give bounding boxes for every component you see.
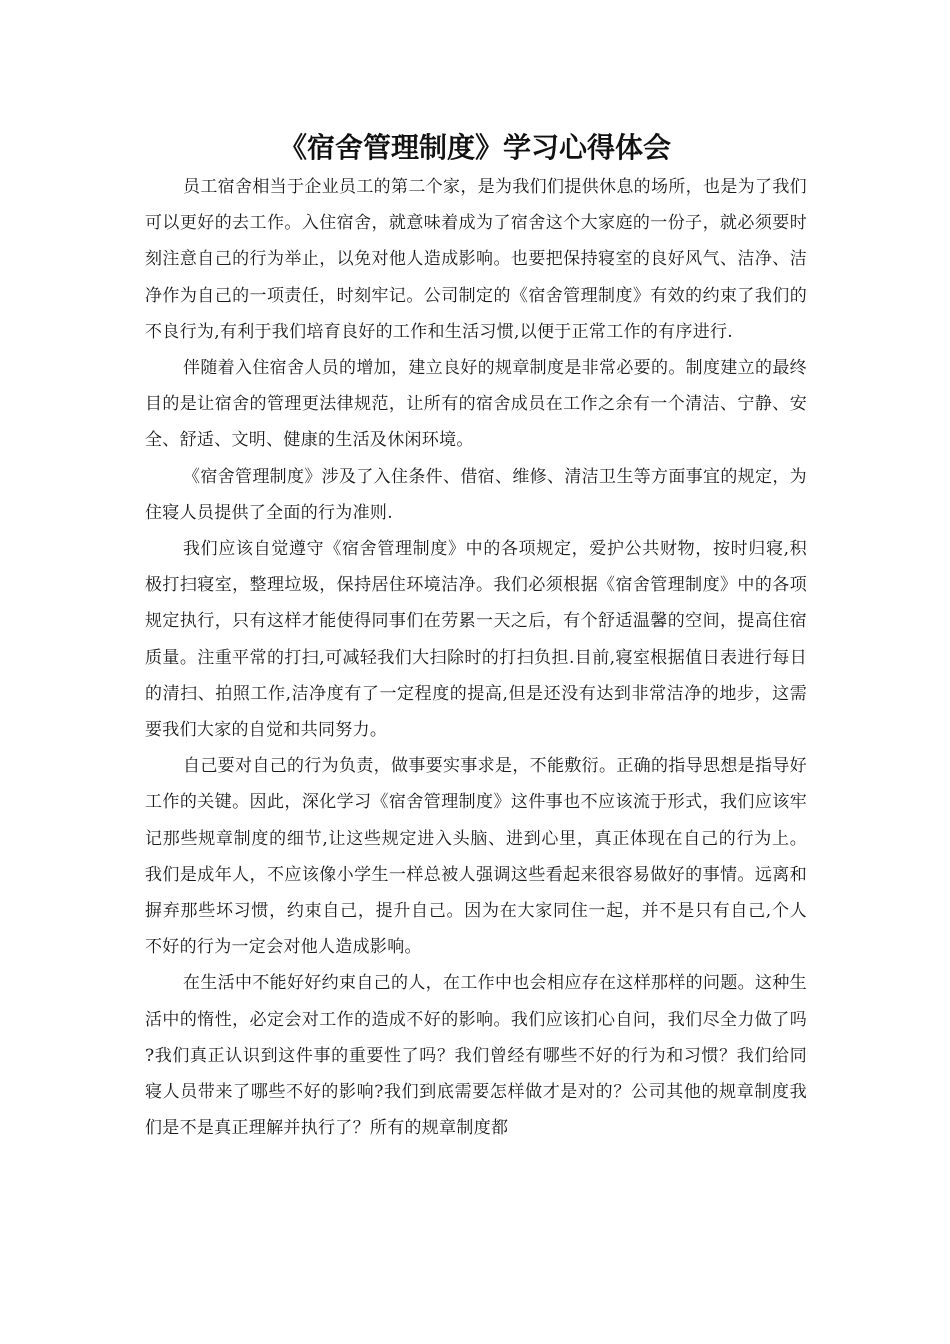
paragraph-4: 我们应该自觉遵守《宿舍管理制度》中的各项规定，爱护公共财物，按时归寝,积极打扫寝室，整理垃圾，保持居住环境洁净。我们必须根据《宿舍管理制度》中的各项规定执行，只有这样才能使得同事们在劳累一天之后，有个舒适温馨的空间，提高住宿质量。注重平常的打扫,可减轻我们大扫除时的打扫负担.目前,寝室根据值日表进行每日的清扫、拍照工作,洁净度有了一定程度的提高,但是还没有达到非常洁净的地步，这需要我们大家的自觉和共同努力。 <box>145 539 807 741</box>
paragraph-1: 员工宿舍相当于企业员工的第二个家，是为我们们提供休息的场所，也是为了我们可以更好的去工作。入住宿舍，就意味着成为了宿舍这个大家庭的一份子，就必须要时刻注意自己的行为举止，以免对他人造成影响。也要把保持寝室的良好风气、洁净、洁净作为自己的一项责任，时刻牢记。公司制定的《宿舍管理制度》有效的约束了我们的不良行为,有利于我们培育良好的工作和生活习惯,以便于正常工作的有序进行. <box>145 177 807 342</box>
paragraph-2: 伴随着入住宿舍人员的增加，建立良好的规章制度是非常必要的。制度建立的最终目的是让宿舍的管理更法律规范，让所有的宿舍成员在工作之余有一个清洁、宁静、安全、舒适、文明、健康的生活及休闲环境。 <box>145 358 807 451</box>
paragraph-5: 自己要对自己的行为负责，做事要实事求是，不能敷衍。正确的指导思想是指导好工作的关键。因此，深化学习《宿舍管理制度》这件事也不应该流于形式，我们应该牢记那些规章制度的细节,让这些规定进入头脑、进到心里，真正体现在自己的行为上。我们是成年人，不应该像小学生一样总被人强调这些看起来很容易做好的事情。远离和摒弃那些坏习惯，约束自己，提升自己。因为在大家同住一起，并不是只有自己,个人不好的行为一定会对他人造成影响。 <box>145 756 807 958</box>
paragraph-3: 《宿舍管理制度》涉及了入住条件、借宿、维修、清洁卫生等方面事宜的规定，为住寝人员提供了全面的行为准则. <box>145 466 807 523</box>
paragraph-6: 在生活中不能好好约束自己的人，在工作中也会相应存在这样那样的问题。这种生活中的惰性，必定会对工作的造成不好的影响。我们应该扪心自问，我们尽全力做了吗?我们真正认识到这件事的重要性了吗？我们曾经有哪些不好的行为和习惯？我们给同寝人员带来了哪些不好的影响?我们到底需要怎样做才是对的？公司其他的规章制度我们是不是真正理解并执行了？所有的规章制度都 <box>145 973 807 1139</box>
document-title: 《宿舍管理制度》学习心得体会 <box>278 131 671 164</box>
document-body <box>145 169 807 1146</box>
